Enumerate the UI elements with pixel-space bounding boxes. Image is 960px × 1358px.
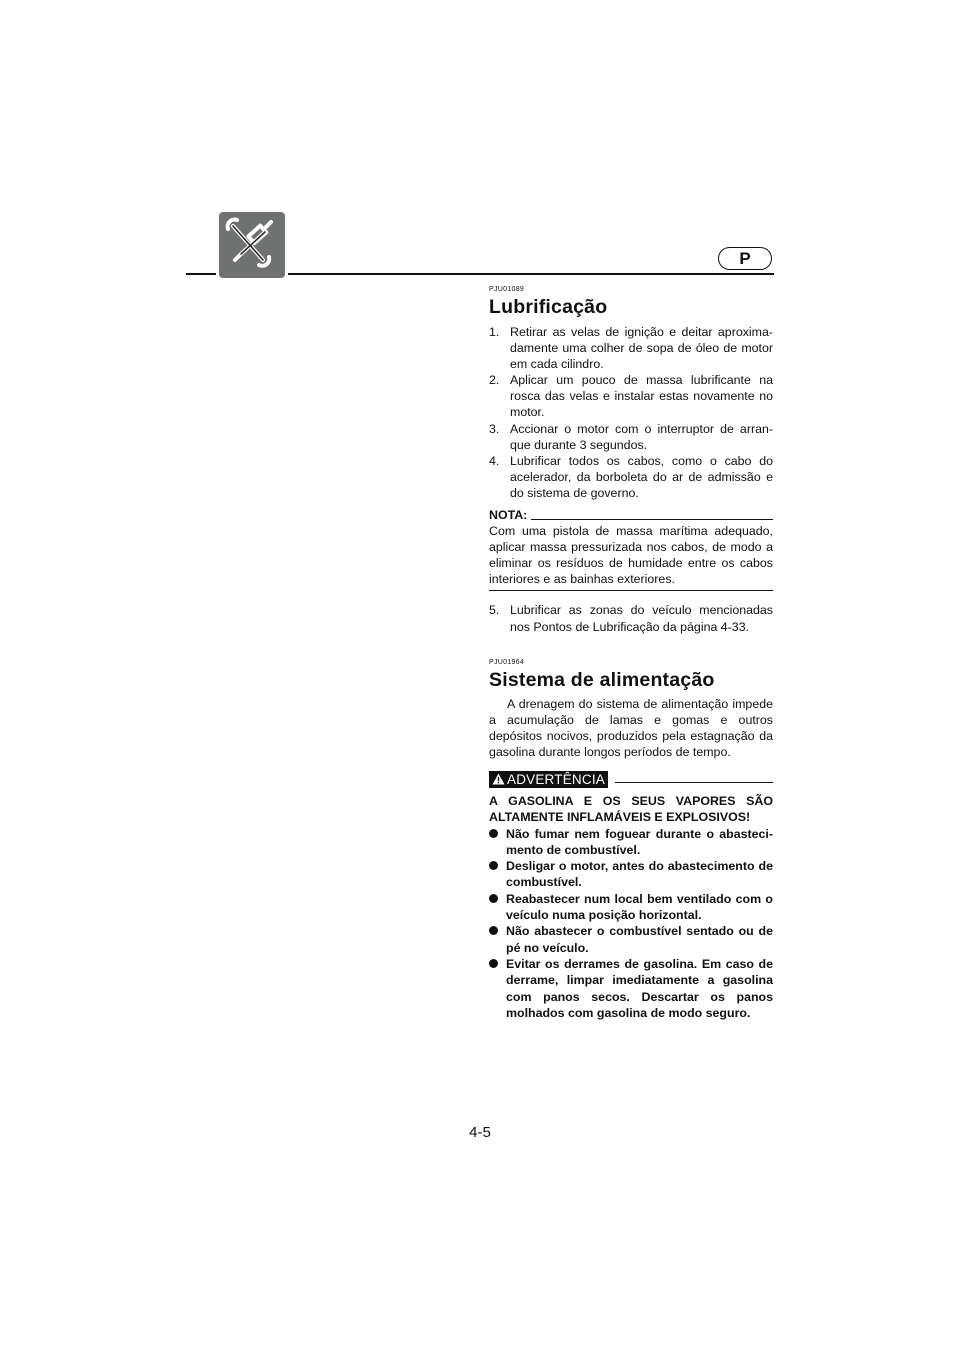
bullet-icon <box>489 923 506 956</box>
note-header <box>489 507 773 523</box>
note-rule <box>531 519 773 520</box>
list-item <box>489 826 773 859</box>
language-badge: P <box>718 247 772 270</box>
section-title-lubrication: Lubrificação <box>489 296 608 318</box>
warning-item-text: Reabastecer num local bem ventilado com o veículo numa posição horizontal. <box>506 891 773 923</box>
warning-triangle-icon <box>492 773 505 785</box>
list-item <box>489 891 773 924</box>
bullet-icon <box>489 956 506 1021</box>
warning-heading: A GASOLINA E OS SEUS VAPORES SÃO ALTAMENTE INFLAMÁVEIS E EXPLOSIVOS! <box>489 793 773 825</box>
warning-list <box>489 826 773 1022</box>
section-title-fuel-system: Sistema de alimentação <box>489 668 715 691</box>
step-text: Accionar o motor com o interruptor de arran-que durante 3 segundos. <box>510 421 773 452</box>
step-number: 4. <box>489 453 500 468</box>
header-rule-right <box>288 273 774 275</box>
bullet-icon <box>489 891 506 924</box>
warning-rule <box>615 782 773 783</box>
list-item <box>489 421 773 453</box>
maintenance-tools-icon <box>219 212 285 278</box>
warning-item-text: Não fumar nem foguear durante o abasteci-mento de combustível. <box>506 826 773 857</box>
step-text: Aplicar um pouco de massa lubrificante na rosca das velas e instalar estas novamente no motor. <box>510 373 773 420</box>
warning-badge <box>489 771 608 788</box>
section-code: PJU01089 <box>489 286 525 293</box>
content-column <box>489 284 773 1021</box>
step-text: Lubrificar todos os cabos, como o cabo do acelerador, da borboleta do ar de admissão e do sistema de governo. <box>510 453 773 500</box>
note-label: NOTA: <box>489 508 528 523</box>
bullet-icon <box>489 858 506 891</box>
section-code: PJU01964 <box>489 658 525 666</box>
step-text: Lubrificar as zonas do veículo mencionadas nos Pontos de Lubrificação da página 4-33. <box>510 603 773 634</box>
warning-item-text: Não abastecer o combustível sentado ou de pé no veículo. <box>506 924 773 955</box>
list-item <box>489 602 773 634</box>
list-item <box>489 324 773 372</box>
warning-content <box>489 793 773 1021</box>
step-number: 3. <box>489 421 500 436</box>
list-item <box>489 923 773 956</box>
header-rule-left <box>186 273 216 275</box>
page-number: 4-5 <box>469 1124 491 1141</box>
lubrication-steps-continued <box>489 602 773 634</box>
step-text: Retirar as velas de ignição e deitar aproxima-damente uma colher de sopa de óleo de motor em cada cilindro. <box>510 325 773 372</box>
lubrication-steps <box>489 324 773 501</box>
warning-header <box>489 771 773 788</box>
fuel-system-intro: A drenagem do sistema de alimentação impede a acumulação de lamas e gomas e outros depósitos nocivos, produzidos pela estagnação da gasolina durante longos períodos de tempo. <box>489 696 773 759</box>
warning-item-text: Evitar os derrames de gasolina. Em caso de derrame, limpar imediatamente a gasolina com panos secos. Descartar os panos molhados com gasolina de modo seguro. <box>506 956 773 1020</box>
bullet-icon <box>489 826 506 859</box>
warning-item-text: Desligar o motor, antes do abastecimento de combustível. <box>506 859 773 890</box>
list-item <box>489 858 773 891</box>
list-item <box>489 453 773 501</box>
step-number: 1. <box>489 325 500 339</box>
list-item <box>489 956 773 1021</box>
note-text: Com uma pistola de massa marítima adequado, aplicar massa pressurizada nos cabos, de modo a eliminar os resíduos de humidade entre os cabos interiores e as bainhas exteriores. <box>489 523 773 591</box>
step-number: 2. <box>489 373 500 388</box>
list-item <box>489 372 773 420</box>
warning-label: ADVERTÊNCIA <box>507 771 605 787</box>
step-number: 5. <box>489 603 500 618</box>
